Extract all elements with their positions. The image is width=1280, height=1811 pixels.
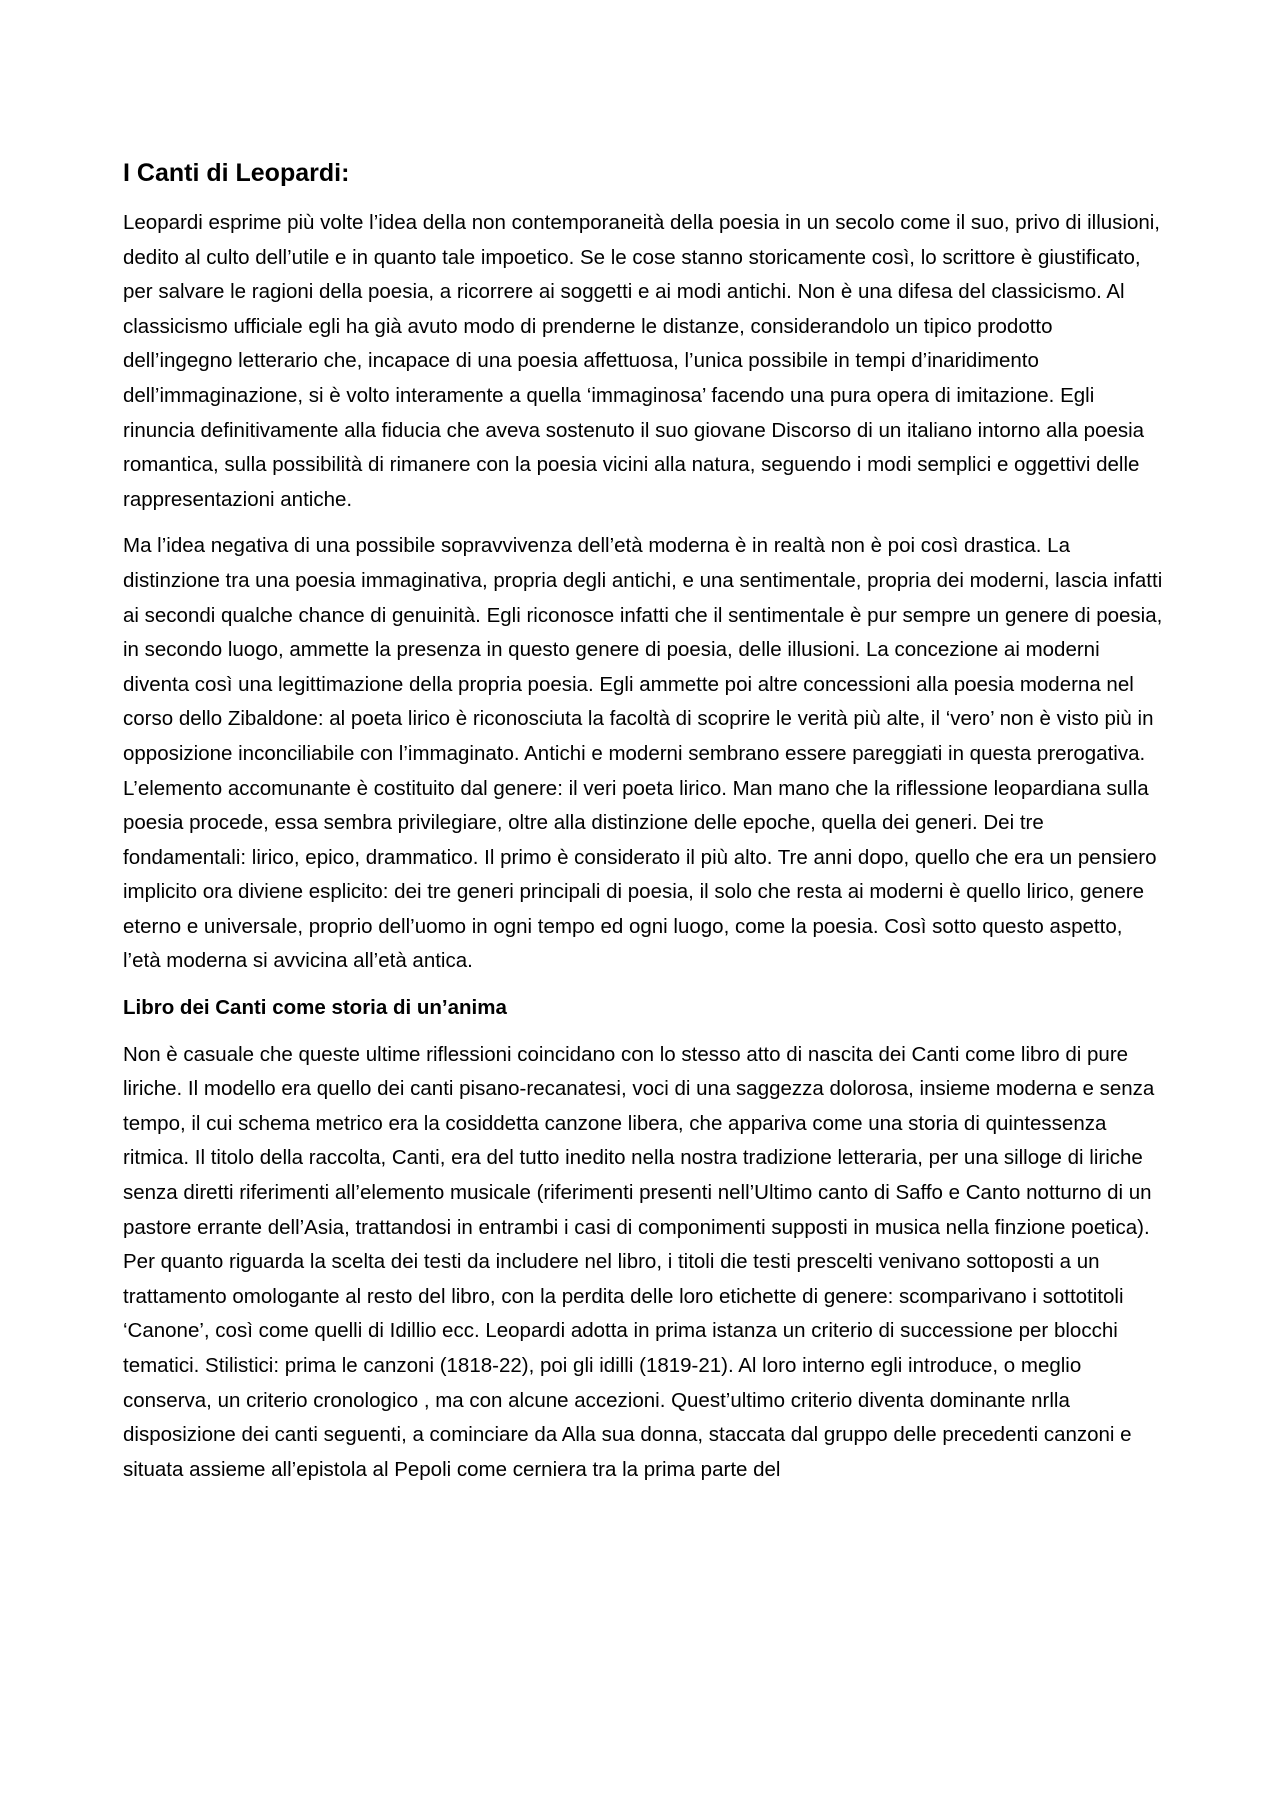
document-title: I Canti di Leopardi:: [123, 159, 350, 187]
paragraph-2: Ma l’idea negativa di una possibile sopravvivenza dell’età moderna è in realtà non è poi così drastica. La distinzione tra una poesia immaginativa, propria degli antichi, e una sentimentale, propria dei moderni, lascia infatti ai secondi qualche chance di genuinità. Egli riconosce infatti che il sentimentale è pur sempre un genere di poesia, in secondo luogo, ammette la presenza in questo genere di poesia, delle illusioni. La concezione ai moderni diventa così una legittimazione della propria poesia. Egli ammette poi altre concessioni alla poesia moderna nel corso dello Zibaldone: al poeta lirico è riconosciuta la facoltà di scoprire le verità più alte, il ‘vero’ non è visto più in opposizione inconciliabile con l’immaginato. Antichi e moderni sembrano essere pareggiati in questa prerogativa. L’elemento accomunante è costituito dal genere: il veri poeta lirico. Man mano che la riflessione leopardiana sulla poesia procede, essa sembra privilegiare, oltre alla distinzione delle epoche, quella dei generi. Dei tre fondamentali: lirico, epico, drammatico. Il primo è considerato il più alto. Tre anni dopo, quello che era un pensiero implicito ora diviene esplicito: dei tre generi principali di poesia, il solo che resta ai moderni è quello lirico, genere eterno e universale, proprio dell’uomo in ogni tempo ed ogni luogo, come la poesia. Così sotto questo aspetto, l’età moderna si avvicina all’età antica.: [123, 534, 1163, 973]
section-subtitle: Libro dei Canti come storia di un’anima: [123, 996, 507, 1020]
paragraph-3: Non è casuale che queste ultime riflessioni coincidano con lo stesso atto di nascita dei Canti come libro di pure liriche. Il modello era quello dei canti pisano-recanatesi, voci di una saggezza dolorosa, insieme moderna e senza tempo, il cui schema metrico era la cosiddetta canzone libera, che appariva come una storia di quintessenza ritmica. Il titolo della raccolta, Canti, era del tutto inedito nella nostra tradizione letteraria, per una silloge di liriche senza diretti riferimenti all’elemento musicale (riferimenti presenti nell’Ultimo canto di Saffo e Canto notturno di un pastore errante dell’Asia, trattandosi in entrambi i casi di componimenti supposti in musica nella finzione poetica). Per quanto riguarda la scelta dei testi da includere nel libro, i titoli die testi prescelti venivano sottoposti a un trattamento omologante al resto del libro, con la perdita delle loro etichette di genere: scomparivano i sottotitoli ‘Canone’, così come quelli di Idillio ecc. Leopardi adotta in prima istanza un criterio di successione per blocchi tematici. Stilistici: prima le canzoni (1818-22), poi gli idilli (1819-21). Al loro interno egli introduce, o meglio conserva, un criterio cronologico , ma con alcune accezioni. Quest’ultimo criterio diventa dominante nrlla disposizione dei canti seguenti, a cominciare da Alla sua donna, staccata dal gruppo delle precedenti canzoni e situata assieme all’epistola al Pepoli come cerniera tra la prima parte del: [123, 1042, 1155, 1481]
paragraph-1: Leopardi esprime più volte l’idea della non contemporaneità della poesia in un secolo come il suo, privo di illusioni, dedito al culto dell’utile e in quanto tale impoetico. Se le cose stanno storicamente così, lo scrittore è giustificato, per salvare le ragioni della poesia, a ricorrere ai soggetti e ai modi antichi. Non è una difesa del classicismo. Al classicismo ufficiale egli ha già avuto modo di prenderne le distanze, considerandolo un tipico prodotto dell’ingegno letterario che, incapace di una poesia affettuosa, l’unica possibile in tempi d’inaridimento dell’immaginazione, si è volto interamente a quella ‘immaginosa’ facendo una pura opera di imitazione. Egli rinuncia definitivamente alla fiducia che aveva sostenuto il suo giovane Discorso di un italiano intorno alla poesia romantica, sulla possibilità di rimanere con la poesia vicini alla natura, seguendo i modi semplici e oggettivi delle rappresentazioni antiche.: [123, 211, 1161, 511]
document-page: [123, 156, 1163, 1499]
